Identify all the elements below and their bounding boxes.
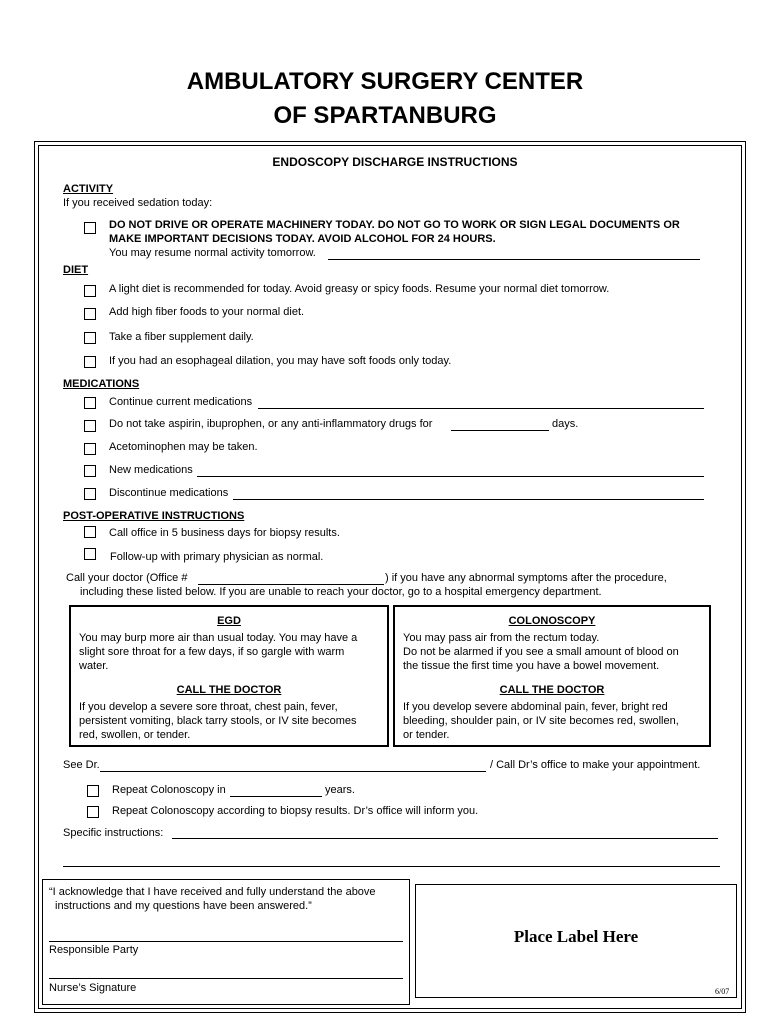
activity-resume-label: You may resume normal activity tomorrow.	[109, 247, 316, 259]
see-dr-label: See Dr.	[63, 759, 100, 771]
checkbox-discontinue-meds[interactable]	[84, 488, 96, 500]
activity-warning-line-1: DO NOT DRIVE OR OPERATE MACHINERY TODAY. DO NOT GO TO WORK OR SIGN LEGAL DOCUMENTS OR	[109, 219, 680, 231]
title-line-1: AMBULATORY SURGERY CENTER	[186, 68, 584, 95]
colonoscopy-line: the tissue the first time you have a bowel movement.	[403, 660, 660, 672]
checkbox-acetaminophen[interactable]	[84, 443, 96, 455]
checkbox-repeat-colonoscopy-biopsy[interactable]	[87, 806, 99, 818]
checkbox-repeat-colonoscopy-years[interactable]	[87, 785, 99, 797]
discontinue-meds-label: Discontinue medications	[109, 487, 229, 499]
colonoscopy-line: You may pass air from the rectum today.	[403, 632, 600, 644]
diet-item: Add high fiber foods to your normal diet.	[109, 306, 305, 318]
new-meds-line[interactable]	[197, 476, 704, 477]
activity-warning-line-2: MAKE IMPORTANT DECISIONS TODAY. AVOID ALCOHOL FOR 24 HOURS.	[109, 233, 496, 245]
checkbox-new-meds[interactable]	[84, 465, 96, 477]
egd-call-line: red, swollen, or tender.	[79, 729, 191, 741]
diet-item: Take a fiber supplement daily.	[109, 331, 254, 343]
nurse-signature-label: Nurse’s Signature	[49, 982, 137, 994]
colonoscopy-call-heading: CALL THE DOCTOR	[499, 684, 605, 696]
repeat-colonoscopy-label: Repeat Colonoscopy in	[112, 784, 226, 796]
form-code: 6/07	[715, 987, 730, 996]
egd-line: slight sore throat for a few days, if so gargle with warm	[79, 646, 345, 658]
title-line-2: OF SPARTANBURG	[273, 102, 497, 129]
continue-meds-line[interactable]	[258, 408, 704, 409]
activity-heading: ACTIVITY	[63, 183, 114, 195]
nurse-signature-line[interactable]	[49, 978, 403, 979]
call-doctor-text-b: ) if you have any abnormal symptoms after the procedure,	[385, 572, 667, 584]
repeat-years-line[interactable]	[230, 796, 322, 797]
acknowledge-line-1: “I acknowledge that I have received and fully understand the above	[49, 886, 376, 898]
checkbox-no-aspirin[interactable]	[84, 420, 96, 432]
diet-item: If you had an esophageal dilation, you may have soft foods only today.	[109, 355, 452, 367]
no-aspirin-label: Do not take aspirin, ibuprophen, or any anti-inflammatory drugs for	[109, 418, 433, 430]
office-number-line[interactable]	[198, 584, 384, 585]
specific-instructions-line-1[interactable]	[172, 838, 718, 839]
colonoscopy-call-line: or tender.	[403, 729, 450, 741]
no-aspirin-days-line[interactable]	[451, 430, 549, 431]
checkbox-light-diet[interactable]	[84, 285, 96, 297]
postop-item: Call office in 5 business days for biopsy results.	[109, 527, 340, 539]
acknowledgement-box	[42, 879, 410, 1005]
acetaminophen-label: Acetominophen may be taken.	[109, 441, 258, 453]
egd-line: You may burp more air than usual today. You may have a	[79, 632, 358, 644]
place-label-box	[415, 884, 737, 998]
egd-heading: EGD	[217, 615, 241, 627]
see-dr-line[interactable]	[100, 771, 486, 772]
medications-heading: MEDICATIONS	[63, 378, 140, 390]
colonoscopy-box	[393, 605, 711, 747]
egd-call-line: persistent vomiting, black tarry stools, or IV site becomes	[79, 715, 357, 727]
see-dr-suffix: / Call Dr’s office to make your appointment.	[490, 759, 701, 771]
specific-instructions-line-2[interactable]	[63, 866, 720, 867]
form-title: ENDOSCOPY DISCHARGE INSTRUCTIONS	[272, 155, 518, 169]
call-doctor-text-line-2: including these listed below. If you are unable to reach your doctor, go to a hospital emergency department.	[80, 586, 602, 598]
egd-call-heading: CALL THE DOCTOR	[176, 684, 282, 696]
activity-resume-line[interactable]	[328, 259, 700, 260]
egd-box	[69, 605, 389, 747]
colonoscopy-line: Do not be alarmed if you see a small amount of blood on	[403, 646, 679, 658]
postop-heading: POST-OPERATIVE INSTRUCTIONS	[63, 510, 245, 522]
diet-item: A light diet is recommended for today. Avoid greasy or spicy foods. Resume your normal diet tomorrow.	[109, 283, 610, 295]
place-label-text: Place Label Here	[513, 927, 639, 946]
responsible-party-label: Responsible Party	[49, 944, 139, 956]
continue-meds-label: Continue current medications	[109, 396, 253, 408]
repeat-years-label: years.	[325, 784, 355, 796]
checkbox-follow-up[interactable]	[84, 548, 96, 560]
colonoscopy-heading: COLONOSCOPY	[508, 615, 596, 627]
checkbox-fiber-supplement[interactable]	[84, 332, 96, 344]
checkbox-biopsy-results[interactable]	[84, 526, 96, 538]
no-aspirin-days-label: days.	[552, 418, 579, 430]
call-doctor-text-a: Call your doctor (Office #	[66, 572, 188, 584]
postop-item: Follow-up with primary physician as normal.	[110, 551, 324, 563]
checkbox-soft-foods[interactable]	[84, 356, 96, 368]
checkbox-no-driving[interactable]	[84, 222, 96, 234]
new-meds-label: New medications	[109, 464, 193, 476]
diet-heading: DIET	[63, 264, 89, 276]
checkbox-continue-meds[interactable]	[84, 397, 96, 409]
egd-call-line: If you develop a severe sore throat, chest pain, fever,	[79, 701, 338, 713]
colonoscopy-call-line: bleeding, shoulder pain, or IV site becomes red, swollen,	[403, 715, 679, 727]
colonoscopy-call-line: If you develop severe abdominal pain, fever, bright red	[403, 701, 668, 713]
repeat-biopsy-label: Repeat Colonoscopy according to biopsy results. Dr’s office will inform you.	[112, 805, 479, 817]
acknowledge-line-2: instructions and my questions have been answered.”	[55, 900, 312, 912]
activity-intro: If you received sedation today:	[63, 197, 213, 209]
checkbox-high-fiber[interactable]	[84, 308, 96, 320]
egd-line: water.	[79, 660, 109, 672]
responsible-party-signature-line[interactable]	[49, 941, 403, 942]
discontinue-meds-line[interactable]	[233, 499, 704, 500]
specific-instructions-label: Specific instructions:	[63, 827, 164, 839]
